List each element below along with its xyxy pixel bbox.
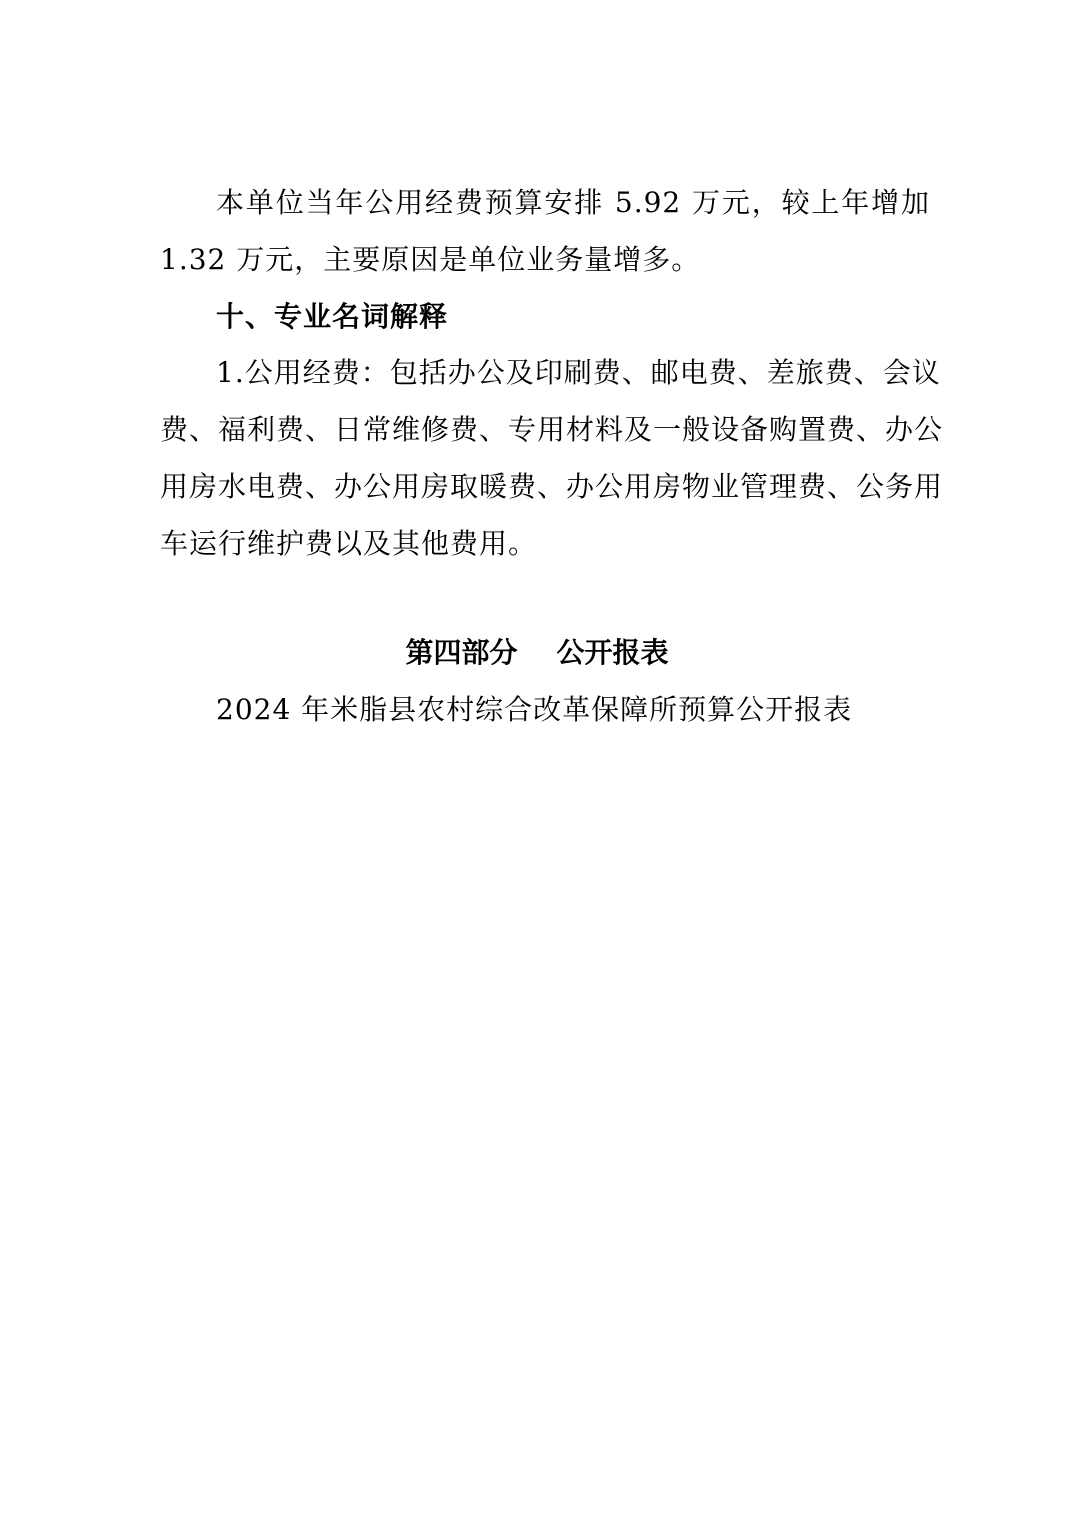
- paragraph-line: 本单位当年公用经费预算安排 5.92 万元，较上年增加: [216, 186, 930, 219]
- report-subtitle: 2024 年米脂县农村综合改革保障所预算公开报表: [216, 693, 853, 726]
- section-heading: 十、专业名词解释: [216, 300, 449, 333]
- paragraph-line: 1.32 万元，主要原因是单位业务量增多。: [160, 243, 701, 276]
- paragraph-line: 费、福利费、日常维修费、专用材料及一般设备购置费、办公: [160, 413, 944, 446]
- paragraph-line: 车运行维护费以及其他费用。: [160, 527, 538, 560]
- part-title: 第四部分 公开报表: [405, 636, 669, 669]
- paragraph-line: 用房水电费、办公用房取暖费、办公用房物业管理费、公务用: [160, 470, 944, 503]
- paragraph-line: 1.公用经费：包括办公及印刷费、邮电费、差旅费、会议: [216, 356, 941, 389]
